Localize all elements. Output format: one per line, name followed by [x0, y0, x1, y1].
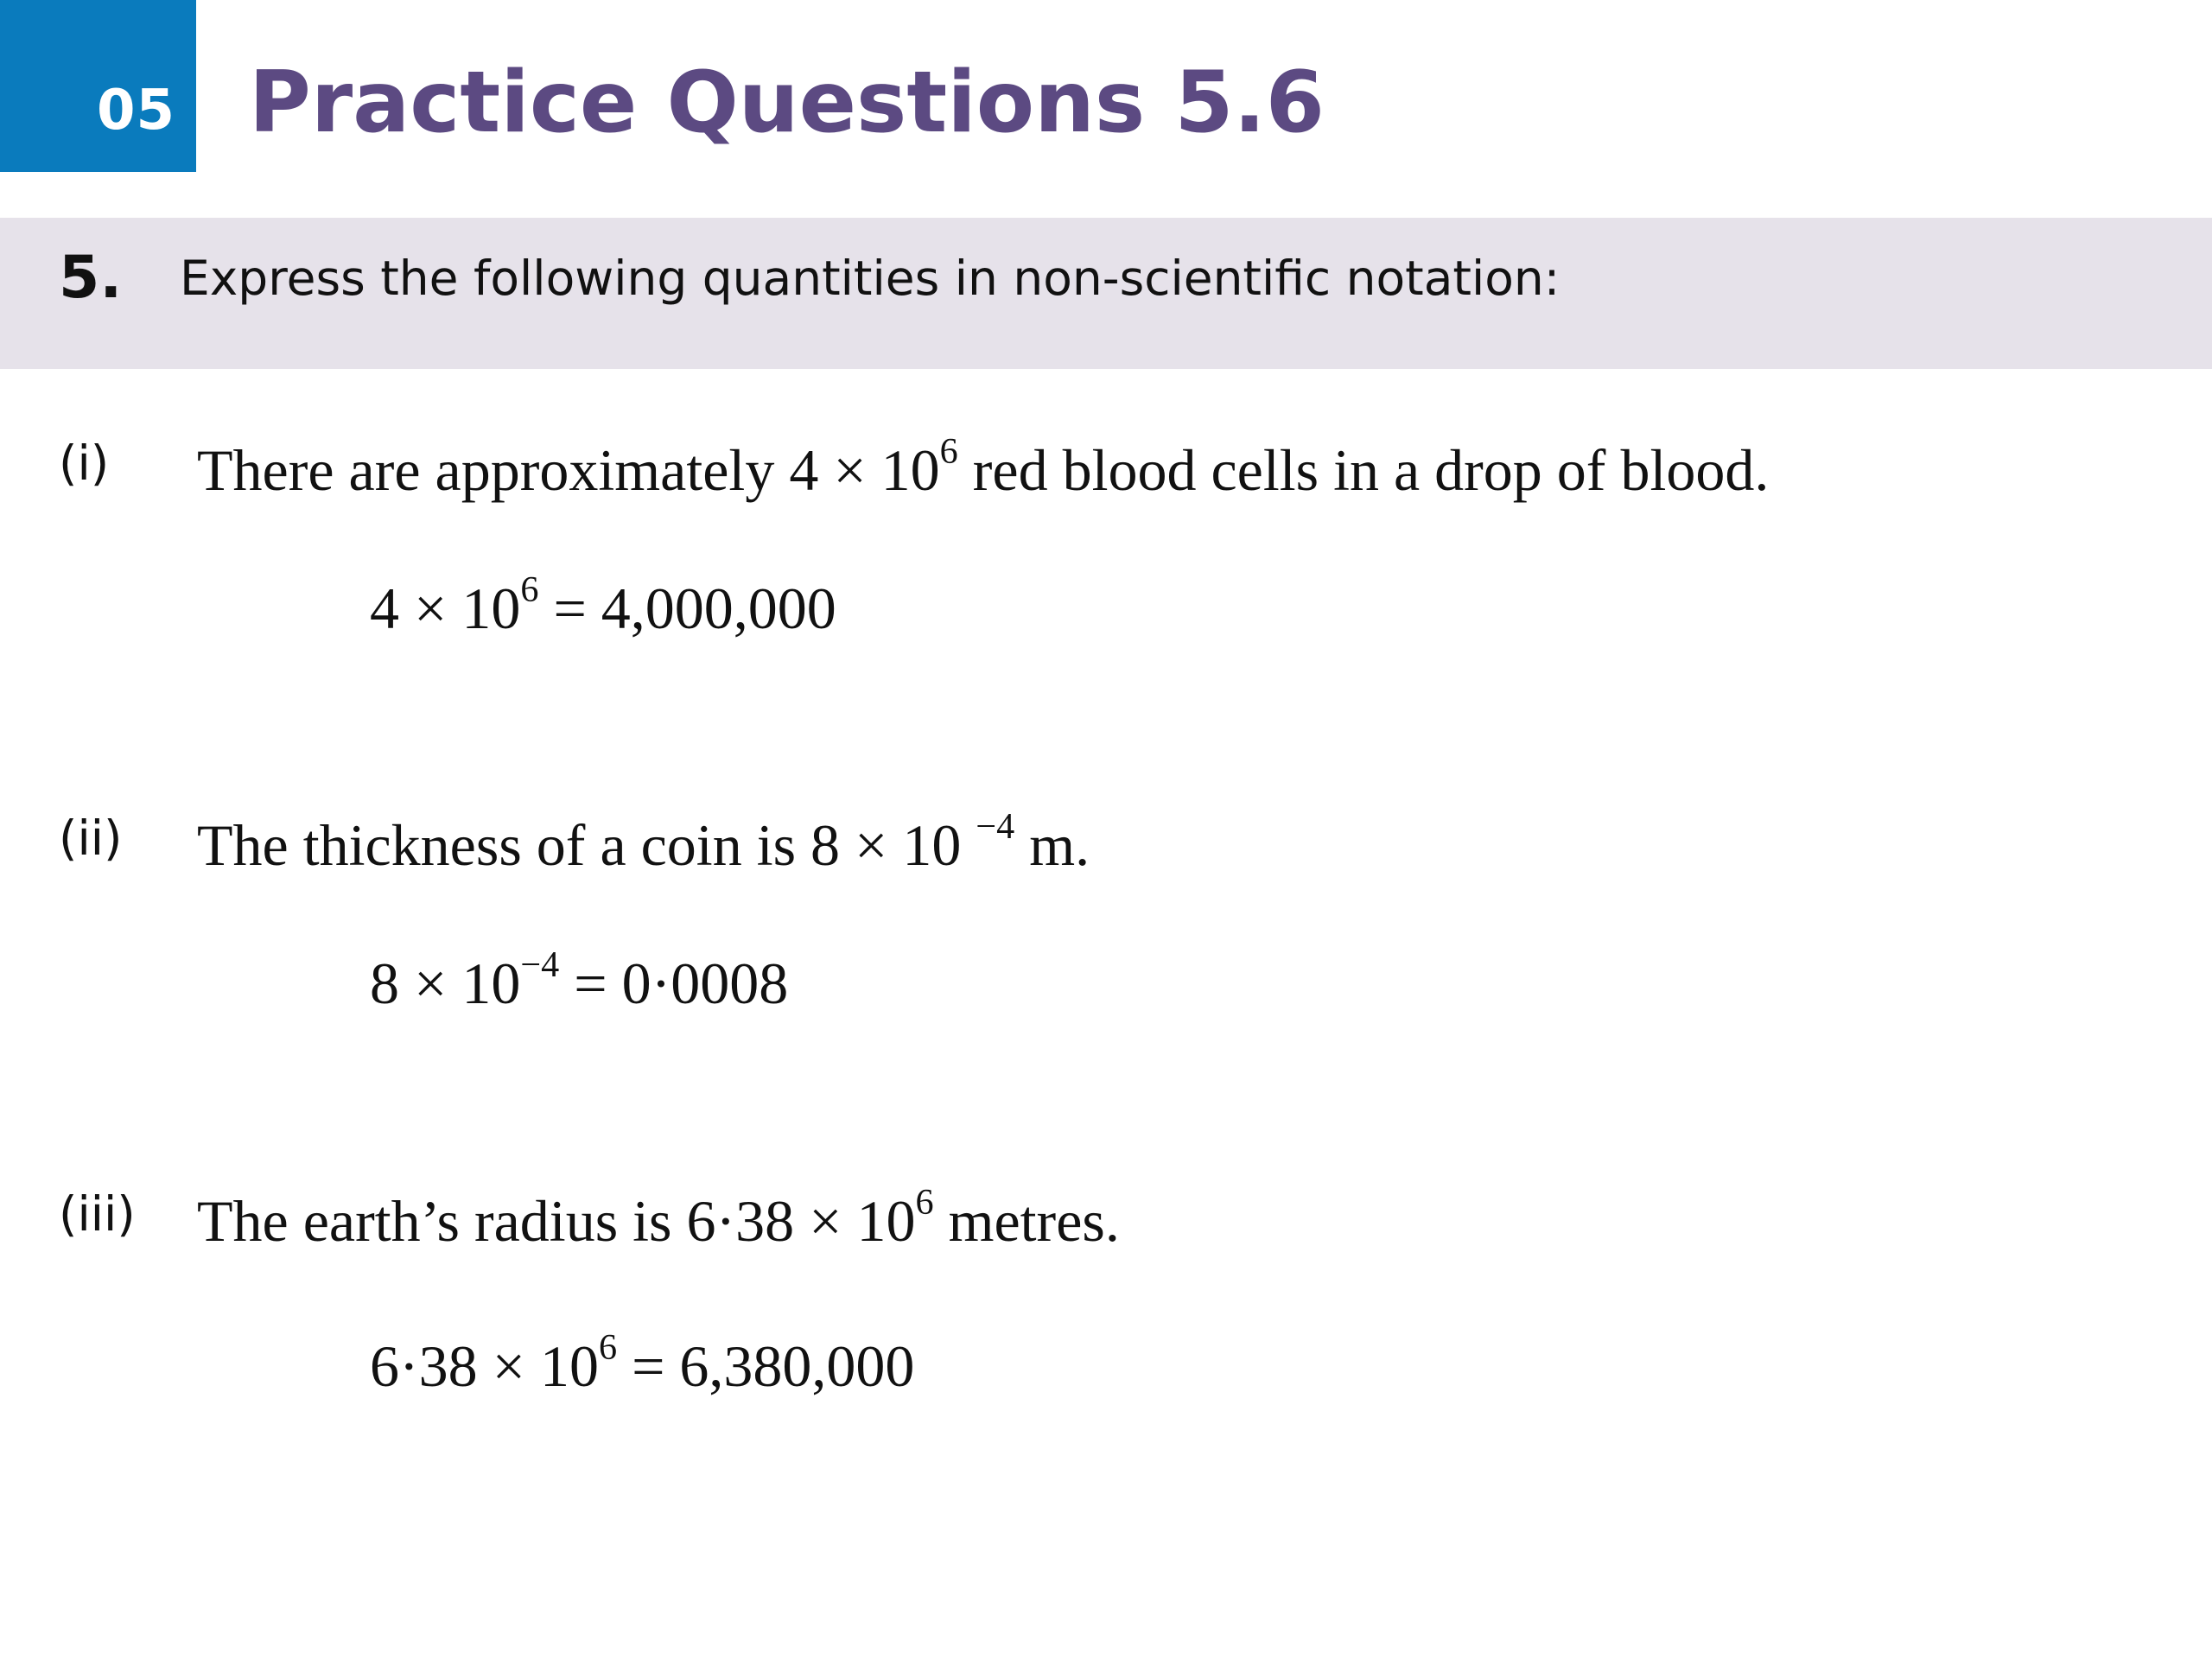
chapter-number: 05	[97, 79, 176, 143]
part-text-ii-before: The thickness of a coin is 8 × 10	[197, 812, 976, 878]
part-text-ii-exponent: −4	[976, 805, 1015, 847]
part-label-iii: (iii)	[59, 1186, 136, 1242]
part-text-i-before: There are approximately 4 × 10	[197, 437, 940, 503]
part-answer-ii-before: 8 × 10	[370, 950, 521, 1016]
part-answer-ii-exponent: −4	[520, 944, 560, 985]
part-answer-i	[370, 569, 836, 641]
part-text-i-after: red blood cells in a drop of blood.	[957, 437, 1770, 503]
part-label-ii: (ii)	[59, 810, 123, 866]
part-label-i: (i)	[59, 435, 110, 491]
part-text-iii-before: The earth’s radius is 6·38 × 10	[197, 1188, 916, 1254]
part-answer-i-before: 4 × 10	[370, 575, 521, 641]
part-answer-i-after: = 4,000,000	[538, 575, 836, 641]
part-answer-iii	[370, 1326, 915, 1399]
question-number: 5.	[59, 244, 123, 312]
part-text-i-exponent: 6	[939, 430, 958, 472]
part-answer-iii-before: 6·38 × 10	[370, 1333, 599, 1399]
part-answer-ii-after: = 0·0008	[559, 950, 789, 1016]
part-answer-iii-exponent: 6	[599, 1326, 618, 1368]
part-text-ii-after: m.	[1014, 812, 1090, 878]
part-text-iii-exponent: 6	[915, 1181, 934, 1223]
part-answer-iii-after: = 6,380,000	[617, 1333, 915, 1399]
part-text-iii-after: metres.	[933, 1188, 1120, 1254]
part-text-ii	[197, 805, 1090, 878]
part-answer-i-exponent: 6	[520, 569, 539, 610]
part-text-i	[197, 430, 1770, 503]
page-title: Practice Questions 5.6	[249, 54, 1325, 152]
part-text-iii	[197, 1181, 1120, 1254]
question-instruction: Express the following quantities in non-scientific notation:	[180, 251, 1560, 306]
part-answer-ii	[370, 944, 789, 1016]
